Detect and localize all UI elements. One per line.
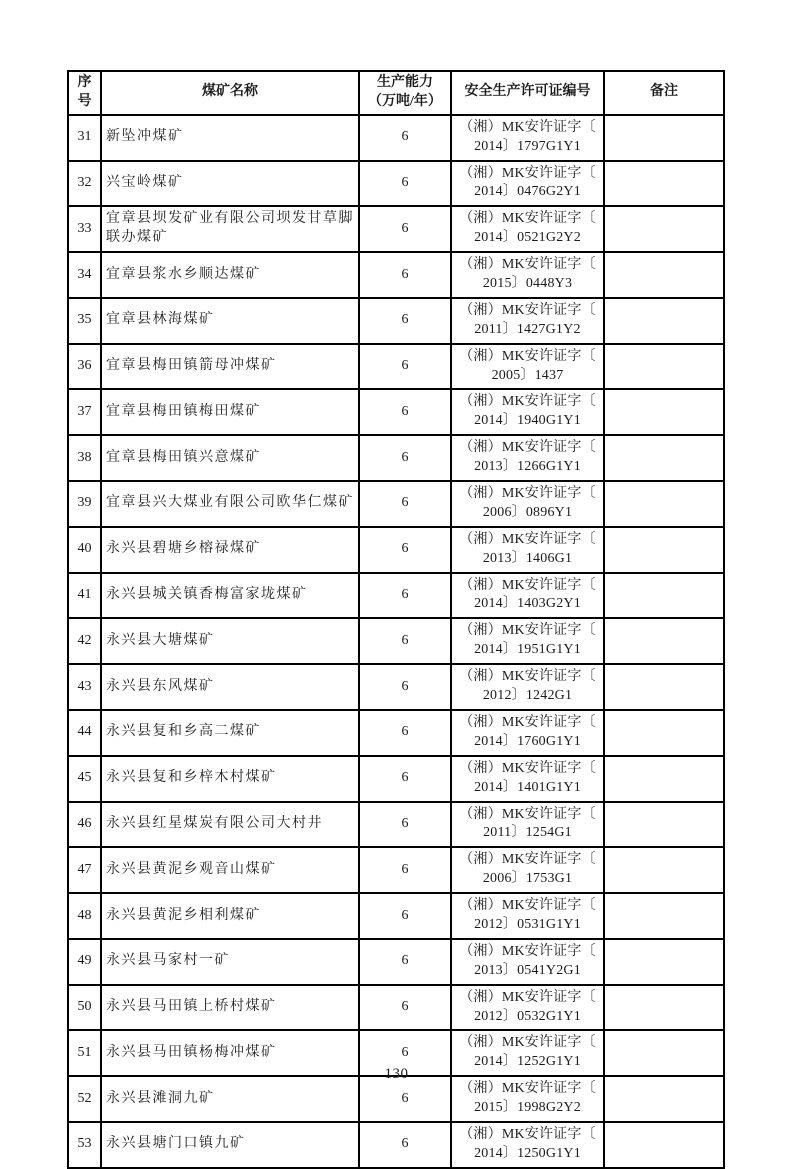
header-capacity-line2: （万吨/年）	[368, 93, 442, 109]
capacity-cell: 6	[359, 664, 451, 710]
serial-cell: 49	[68, 939, 101, 985]
remark-cell	[604, 1076, 724, 1122]
mine-name-cell: 宜章县兴大煤业有限公司欧华仁煤矿	[101, 481, 359, 527]
table-row	[68, 985, 724, 1031]
table-row	[68, 802, 724, 848]
mine-name-cell: 永兴县红星煤炭有限公司大村井	[101, 802, 359, 848]
license-line2: 2015〕0448Y3	[482, 276, 573, 292]
license-cell	[451, 389, 604, 435]
capacity-cell: 6	[359, 344, 451, 390]
capacity-cell: 6	[359, 618, 451, 664]
coal-mine-table	[67, 70, 725, 1169]
capacity-cell: 6	[359, 161, 451, 207]
remark-cell	[604, 344, 724, 390]
capacity-cell: 6	[359, 527, 451, 573]
license-cell	[451, 664, 604, 710]
capacity-cell: 6	[359, 847, 451, 893]
license-cell	[451, 481, 604, 527]
license-cell	[451, 756, 604, 802]
mine-name-cell: 永兴县黄泥乡相利煤矿	[101, 893, 359, 939]
license-cell	[451, 527, 604, 573]
license-cell	[451, 985, 604, 1031]
license-line2: 2012〕0531G1Y1	[474, 916, 581, 932]
license-cell	[451, 893, 604, 939]
table-row	[68, 847, 724, 893]
remark-cell	[604, 527, 724, 573]
remark-cell	[604, 756, 724, 802]
serial-cell: 48	[68, 893, 101, 939]
license-line1: （湘）MK安许证字〔	[459, 714, 596, 730]
serial-cell: 50	[68, 985, 101, 1031]
table-row	[68, 115, 724, 161]
header-mine-name: 煤矿名称	[101, 71, 359, 115]
header-capacity-line1: 生产能力	[377, 75, 433, 90]
capacity-cell: 6	[359, 298, 451, 344]
mine-name-cell: 永兴县马田镇杨梅冲煤矿	[101, 1030, 359, 1076]
remark-cell	[604, 389, 724, 435]
remark-cell	[604, 985, 724, 1031]
license-line2: 2006〕0896Y1	[482, 504, 573, 520]
table-header	[68, 71, 724, 115]
license-cell	[451, 252, 604, 298]
license-line2: 2014〕0476G2Y1	[474, 184, 581, 200]
license-cell	[451, 1076, 604, 1122]
table-row	[68, 527, 724, 573]
license-line2: 2015〕1998G2Y2	[474, 1100, 581, 1116]
license-line1: （湘）MK安许证字〔	[459, 211, 596, 227]
license-line2: 2014〕1797G1Y1	[474, 138, 581, 154]
license-line2: 2014〕1951G1Y1	[474, 642, 581, 658]
capacity-cell: 6	[359, 573, 451, 619]
remark-cell	[604, 618, 724, 664]
table-row	[68, 573, 724, 619]
remark-cell	[604, 206, 724, 252]
license-line1: （湘）MK安许证字〔	[459, 394, 596, 410]
capacity-cell: 6	[359, 802, 451, 848]
license-cell	[451, 802, 604, 848]
license-line2: 2011〕1427G1Y2	[474, 321, 581, 337]
capacity-cell: 6	[359, 252, 451, 298]
serial-cell: 31	[68, 115, 101, 161]
serial-cell: 51	[68, 1030, 101, 1076]
license-line2: 2014〕1250G1Y1	[474, 1145, 581, 1161]
license-line2: 2014〕1940G1Y1	[474, 413, 581, 429]
header-remark: 备注	[604, 71, 724, 115]
table-row	[68, 710, 724, 756]
table-row	[68, 206, 724, 252]
remark-cell	[604, 939, 724, 985]
license-line1: （湘）MK安许证字〔	[459, 302, 596, 318]
license-line1: （湘）MK安许证字〔	[459, 1035, 596, 1051]
mine-name-cell: 宜章县林海煤矿	[101, 298, 359, 344]
license-line1: （湘）MK安许证字〔	[459, 257, 596, 273]
mine-name-cell: 永兴县东风煤矿	[101, 664, 359, 710]
license-line1: （湘）MK安许证字〔	[459, 623, 596, 639]
license-line2: 2013〕0541Y2G1	[474, 962, 581, 978]
remark-cell	[604, 847, 724, 893]
serial-cell: 41	[68, 573, 101, 619]
capacity-cell: 6	[359, 206, 451, 252]
table-row	[68, 252, 724, 298]
license-line1: （湘）MK安许证字〔	[459, 1081, 596, 1097]
mine-name-cell: 永兴县黄泥乡观音山煤矿	[101, 847, 359, 893]
capacity-cell: 6	[359, 985, 451, 1031]
license-line1: （湘）MK安许证字〔	[459, 531, 596, 547]
serial-cell: 44	[68, 710, 101, 756]
capacity-cell: 6	[359, 893, 451, 939]
license-cell	[451, 115, 604, 161]
license-line1: （湘）MK安许证字〔	[459, 760, 596, 776]
mine-name-cell: 永兴县城关镇香梅富家垅煤矿	[101, 573, 359, 619]
license-cell	[451, 344, 604, 390]
serial-cell: 45	[68, 756, 101, 802]
capacity-cell: 6	[359, 939, 451, 985]
table-row	[68, 618, 724, 664]
mine-name-cell: 永兴县马田镇上桥村煤矿	[101, 985, 359, 1031]
table-row	[68, 893, 724, 939]
capacity-cell: 6	[359, 756, 451, 802]
license-cell	[451, 206, 604, 252]
serial-cell: 47	[68, 847, 101, 893]
mine-name-cell: 宜章县梅田镇箭母冲煤矿	[101, 344, 359, 390]
license-line1: （湘）MK安许证字〔	[459, 577, 596, 593]
capacity-cell: 6	[359, 435, 451, 481]
mine-name-cell: 永兴县复和乡高二煤矿	[101, 710, 359, 756]
serial-cell: 37	[68, 389, 101, 435]
serial-cell: 33	[68, 206, 101, 252]
table-row	[68, 939, 724, 985]
serial-cell: 35	[68, 298, 101, 344]
license-line1: （湘）MK安许证字〔	[459, 440, 596, 456]
license-cell	[451, 939, 604, 985]
mine-name-cell: 永兴县马家村一矿	[101, 939, 359, 985]
remark-cell	[604, 573, 724, 619]
license-line1: （湘）MK安许证字〔	[459, 852, 596, 868]
license-cell	[451, 618, 604, 664]
mine-name-cell: 宜章县梅田镇梅田煤矿	[101, 389, 359, 435]
serial-cell: 43	[68, 664, 101, 710]
remark-cell	[604, 710, 724, 756]
serial-cell: 32	[68, 161, 101, 207]
capacity-cell: 6	[359, 389, 451, 435]
serial-cell: 53	[68, 1122, 101, 1168]
serial-cell: 40	[68, 527, 101, 573]
mine-name-cell: 宜章县梅田镇兴意煤矿	[101, 435, 359, 481]
header-serial: 序号	[68, 71, 101, 115]
remark-cell	[604, 481, 724, 527]
license-cell	[451, 710, 604, 756]
mine-name-cell: 永兴县塘门口镇九矿	[101, 1122, 359, 1168]
table-header-row	[68, 71, 724, 115]
remark-cell	[604, 893, 724, 939]
remark-cell	[604, 664, 724, 710]
header-license: 安全生产许可证编号	[451, 71, 604, 115]
license-line2: 2013〕1406G1	[482, 550, 573, 566]
remark-cell	[604, 252, 724, 298]
license-line2: 2011〕1254G1	[483, 825, 572, 841]
license-line1: （湘）MK安许证字〔	[459, 486, 596, 502]
remark-cell	[604, 802, 724, 848]
license-line2: 2005〕1437	[491, 367, 564, 383]
license-line1: （湘）MK安许证字〔	[459, 943, 596, 959]
mine-name-cell: 永兴县碧塘乡榕禄煤矿	[101, 527, 359, 573]
table-row	[68, 389, 724, 435]
mine-name-cell: 宜章县坝发矿业有限公司坝发甘草脚联办煤矿	[101, 206, 359, 252]
license-line2: 2014〕1252G1Y1	[474, 1054, 581, 1070]
serial-cell: 36	[68, 344, 101, 390]
mine-name-cell: 宜章县浆水乡顺达煤矿	[101, 252, 359, 298]
license-line1: （湘）MK安许证字〔	[459, 1126, 596, 1142]
remark-cell	[604, 298, 724, 344]
serial-cell: 46	[68, 802, 101, 848]
serial-cell: 42	[68, 618, 101, 664]
capacity-cell: 6	[359, 1122, 451, 1168]
license-line1: （湘）MK安许证字〔	[459, 898, 596, 914]
license-cell	[451, 1122, 604, 1168]
license-cell	[451, 847, 604, 893]
capacity-cell: 6	[359, 115, 451, 161]
mine-name-cell: 永兴县滩洞九矿	[101, 1076, 359, 1122]
license-line1: （湘）MK安许证字〔	[459, 348, 596, 364]
license-line2: 2013〕1266G1Y1	[474, 459, 581, 475]
license-line2: 2006〕1753G1	[482, 871, 573, 887]
capacity-cell: 6	[359, 710, 451, 756]
capacity-cell: 6	[359, 1076, 451, 1122]
serial-cell: 52	[68, 1076, 101, 1122]
mine-name-cell: 新坠冲煤矿	[101, 115, 359, 161]
table-row	[68, 161, 724, 207]
table-row	[68, 1122, 724, 1168]
table-row	[68, 756, 724, 802]
license-cell	[451, 161, 604, 207]
header-capacity	[359, 71, 451, 115]
license-line2: 2014〕0521G2Y2	[474, 230, 581, 246]
table-row	[68, 481, 724, 527]
license-line1: （湘）MK安许证字〔	[459, 165, 596, 181]
license-line2: 2014〕1403G2Y1	[474, 596, 581, 612]
remark-cell	[604, 435, 724, 481]
mine-name-cell: 兴宝岭煤矿	[101, 161, 359, 207]
license-line1: （湘）MK安许证字〔	[459, 806, 596, 822]
license-line1: （湘）MK安许证字〔	[459, 989, 596, 1005]
remark-cell	[604, 1122, 724, 1168]
mine-name-cell: 永兴县复和乡梓木村煤矿	[101, 756, 359, 802]
table-row	[68, 435, 724, 481]
mine-name-cell: 永兴县大塘煤矿	[101, 618, 359, 664]
license-line2: 2012〕0532G1Y1	[474, 1008, 581, 1024]
license-line2: 2014〕1401G1Y1	[474, 779, 581, 795]
table-row	[68, 664, 724, 710]
page-number: 130	[384, 1066, 409, 1082]
serial-cell: 34	[68, 252, 101, 298]
license-cell	[451, 298, 604, 344]
table-row	[68, 1076, 724, 1122]
license-line1: （湘）MK安许证字〔	[459, 669, 596, 685]
capacity-cell: 6	[359, 481, 451, 527]
license-line2: 2014〕1760G1Y1	[474, 733, 581, 749]
table-row	[68, 298, 724, 344]
license-line1: （湘）MK安许证字〔	[459, 119, 596, 135]
remark-cell	[604, 161, 724, 207]
remark-cell	[604, 115, 724, 161]
serial-cell: 38	[68, 435, 101, 481]
table-row	[68, 344, 724, 390]
capacity-cell: 6	[359, 1030, 451, 1076]
license-line2: 2012〕1242G1	[482, 688, 573, 704]
serial-cell: 39	[68, 481, 101, 527]
license-cell	[451, 573, 604, 619]
table-body	[68, 115, 724, 1168]
license-cell	[451, 435, 604, 481]
